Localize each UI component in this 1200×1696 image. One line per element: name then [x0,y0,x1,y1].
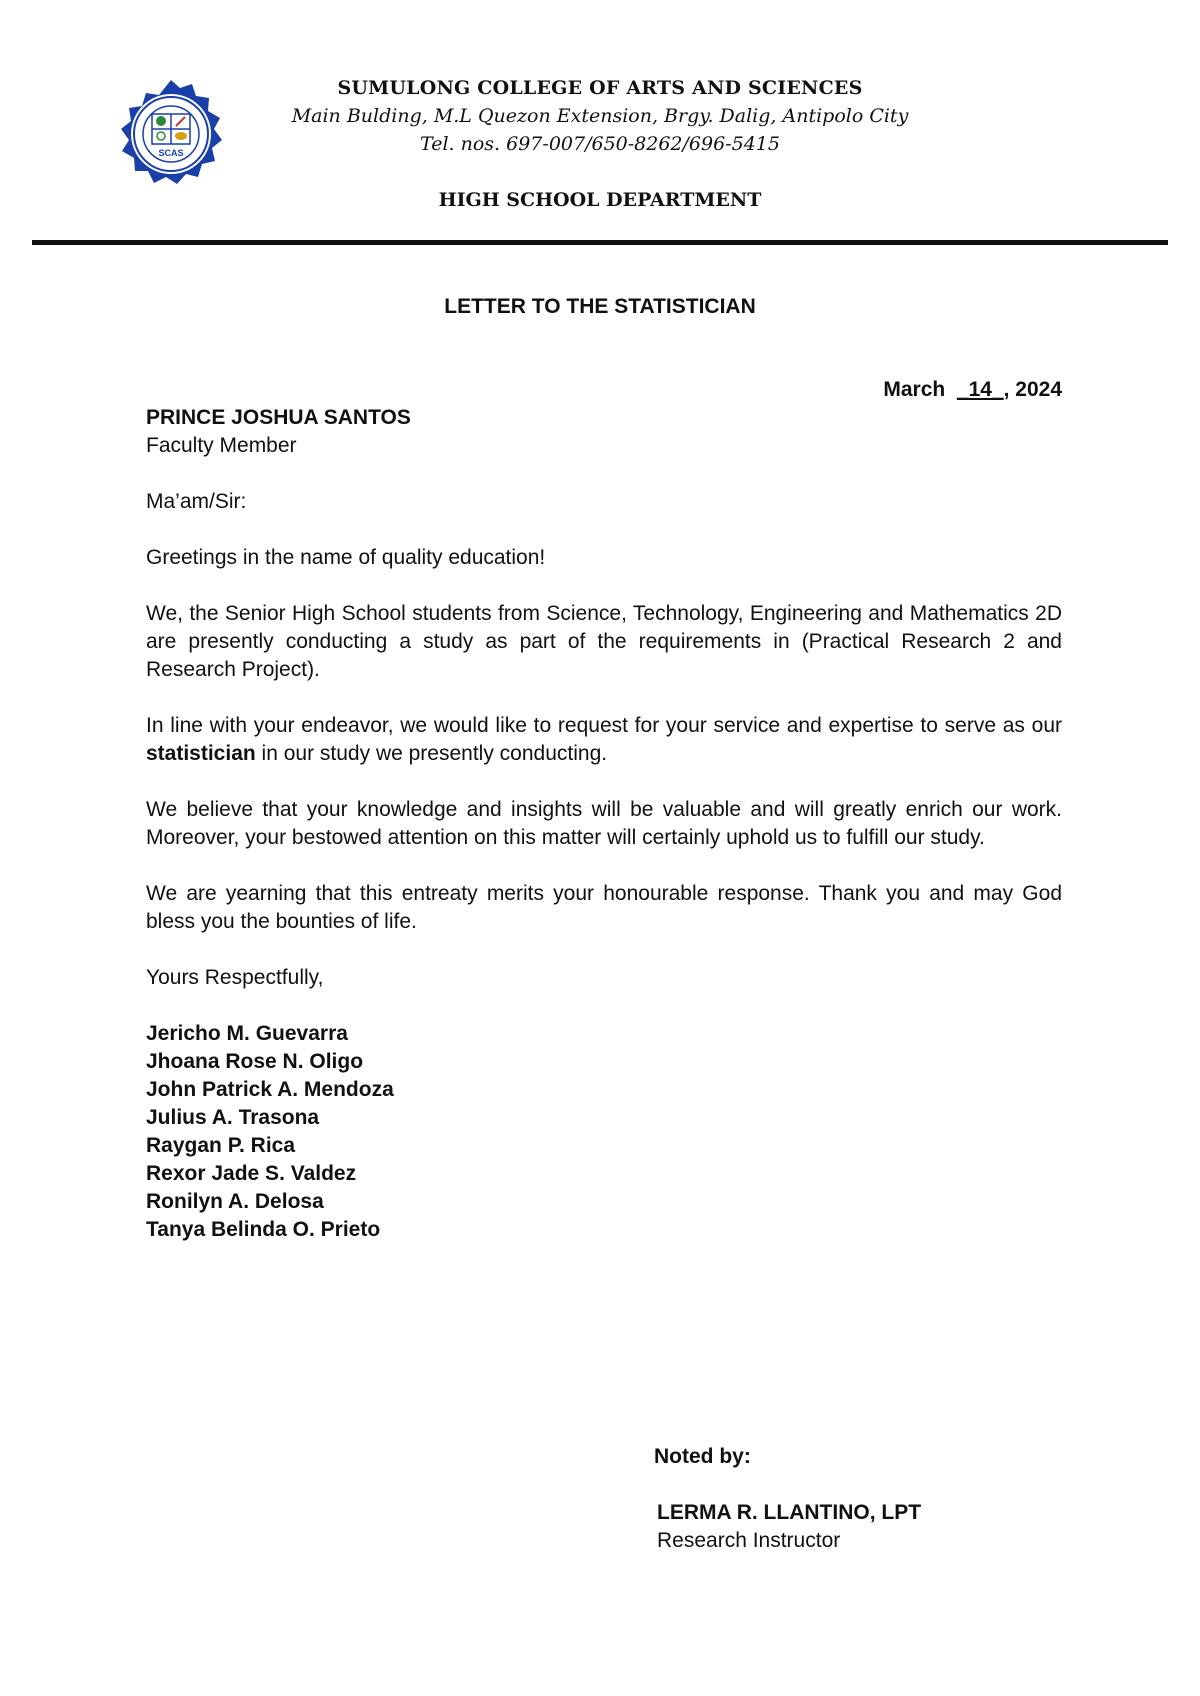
instructor-name: LERMA R. LLANTINO, LPT [657,1501,922,1524]
signatory-name: Julius A. Trasona [146,1106,320,1129]
salutation: Ma’am/Sir: [146,490,247,513]
recipient-role: Faculty Member [146,434,297,457]
paragraph-1: We, the Senior High School students from Science, Technology, Engineering and Mathematics 2D are presently conducting a study as part of the requirements in (Practical Research 2 and Research Project). [146,602,1062,681]
greeting: Greetings in the name of quality education! [146,546,546,569]
header-divider [32,240,1168,245]
signatory-name: Raygan P. Rica [146,1134,296,1157]
school-address: Main Bulding, M.L Quezon Extension, Brgy. Dalig, Antipolo City [291,105,909,127]
paragraph-4: We are yearning that this entreaty merits your honourable response. Thank you and may God bless you the bounties of life. [146,882,1062,933]
instructor-role: Research Instructor [657,1529,841,1552]
signatory-list [146,1020,1062,1244]
letterhead [200,74,1000,214]
recipient-name: PRINCE JOSHUA SANTOS [146,406,411,429]
paragraph-2-end: in our study we presently conducting. [255,742,608,765]
signatory-name: John Patrick A. Mendoza [146,1078,394,1101]
svg-text:SCAS: SCAS [158,148,184,158]
department-name: HIGH SCHOOL DEPARTMENT [438,189,762,211]
signatory-name: Jhoana Rose N. Oligo [146,1050,364,1073]
school-name: SUMULONG COLLEGE OF ARTS AND SCIENCES [337,77,863,99]
letter-body [146,404,1062,1244]
letter-title: LETTER TO THE STATISTICIAN [444,295,756,318]
noted-by [654,1443,751,1471]
paragraph-2 [146,712,1062,768]
date-year: , 2024 [1003,378,1062,401]
signatory-name: Rexor Jade S. Valdez [146,1162,357,1185]
letter-date [883,378,1062,402]
signatory-name: Jericho M. Guevarra [146,1022,348,1045]
instructor-block [657,1499,921,1555]
paragraph-2-start: In line with your endeavor, we would like to request for your service and expertise to serve as our [146,714,1062,737]
noted-by-label: Noted by: [654,1445,751,1468]
signatory-name: Ronilyn A. Delosa [146,1190,324,1213]
date-month: March [883,378,946,401]
school-telephone: Tel. nos. 697-007/650-8262/696-5415 [420,133,780,155]
closing: Yours Respectfully, [146,966,324,989]
date-day: _14_ [956,378,1004,401]
paragraph-3: We believe that your knowledge and insights will be valuable and will greatly enrich our work. Moreover, your bestowed attention on this matter will certainly uphold us to fulfill our study. [146,798,1062,849]
signatory-name: Tanya Belinda O. Prieto [146,1218,381,1241]
statistician-keyword: statistician [146,742,256,765]
